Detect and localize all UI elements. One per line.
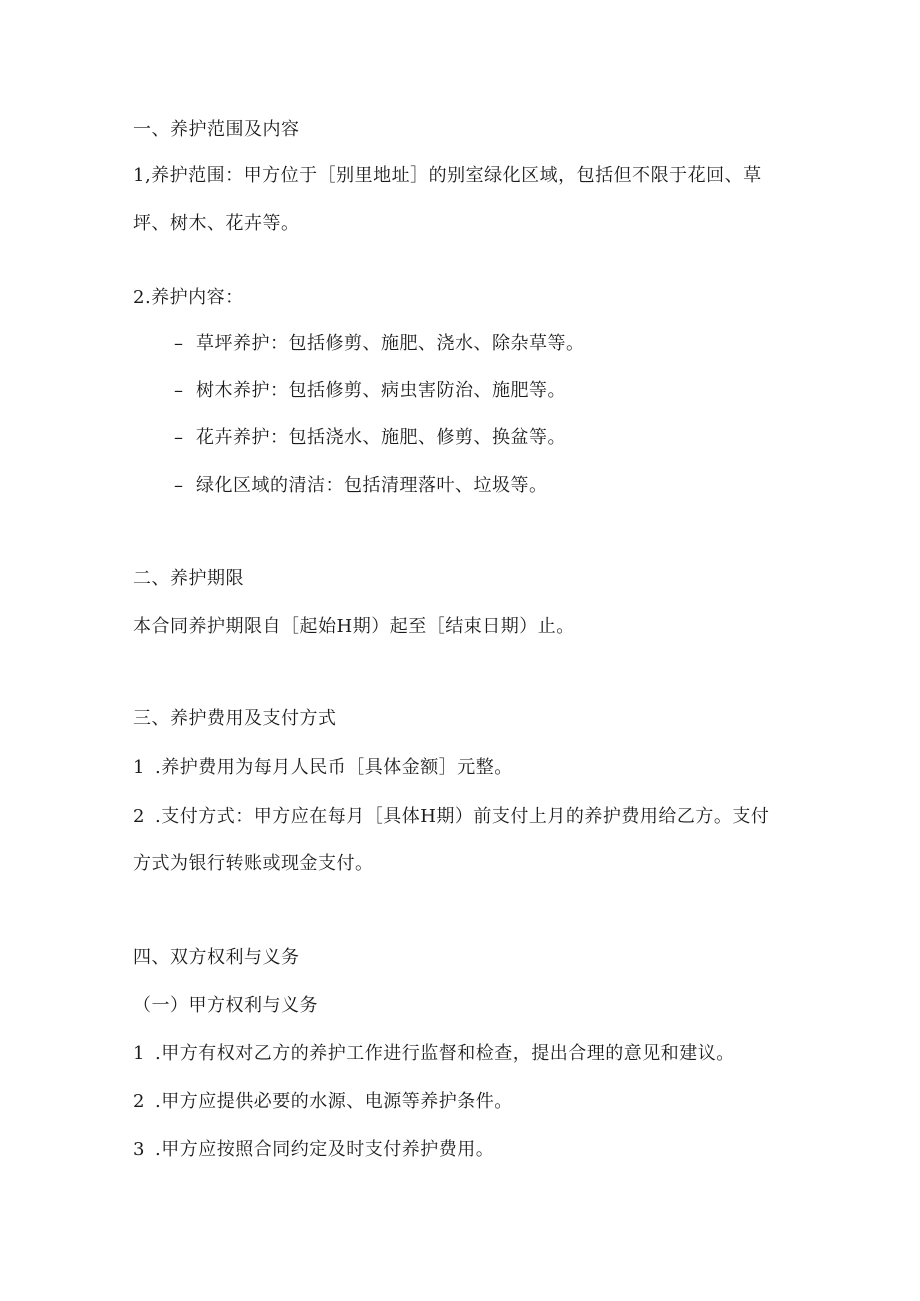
item-text: .支付方式：甲方应在每月［具体H期）前支付上月的养护费用给乙方。支付 bbox=[155, 806, 770, 827]
list-item bbox=[174, 379, 566, 403]
item-number: 3 bbox=[133, 1139, 145, 1160]
payment-item bbox=[133, 805, 769, 829]
dash-marker: – bbox=[174, 333, 184, 354]
item-number: 1 bbox=[133, 757, 145, 778]
item-number: 2 bbox=[133, 806, 145, 827]
list-item bbox=[174, 332, 585, 356]
dash-marker: – bbox=[174, 380, 184, 401]
list-item bbox=[174, 426, 566, 450]
item-text: .甲方有权对乙方的养护工作进行监督和检查，提出合理的意见和建议。 bbox=[155, 1043, 735, 1064]
section-4-heading: 四、双方权利与义务 bbox=[133, 947, 300, 968]
list-item bbox=[174, 474, 548, 498]
item-text: .养护费用为每月人民币［具体金额］元整。 bbox=[155, 757, 513, 778]
scope-line-1: 1,养护范围：甲方位于［别里地址］的别室绿化区域，包括但不限于花回、草 bbox=[133, 165, 762, 186]
rights-item bbox=[133, 1138, 494, 1162]
content-label: 2.养护内容： bbox=[133, 287, 244, 308]
payment-continuation: 方式为银行转账或现金支付。 bbox=[133, 853, 374, 874]
list-item-text: 草坪养护：包括修剪、施肥、浇水、除杂草等。 bbox=[196, 333, 585, 354]
section-1-heading: 一、养护范围及内容 bbox=[133, 119, 300, 140]
item-number: 1 bbox=[133, 1043, 145, 1064]
rights-item bbox=[133, 1042, 735, 1066]
scope-line-2: 坪、树木、花卉等。 bbox=[133, 213, 300, 234]
list-item-text: 树木养护：包括修剪、病虫害防治、施肥等。 bbox=[196, 380, 566, 401]
rights-item bbox=[133, 1090, 513, 1114]
list-item-text: 绿化区域的清洁：包括清理落叶、垃圾等。 bbox=[196, 475, 548, 496]
dash-marker: – bbox=[174, 427, 184, 448]
term-text: 本合同养护期限自［起始H期）起至［结束日期）止。 bbox=[133, 616, 575, 637]
section-3-heading: 三、养护费用及支付方式 bbox=[133, 708, 337, 729]
party-a-subheading: （一）甲方权利与义务 bbox=[133, 995, 318, 1016]
item-text: .甲方应提供必要的水源、电源等养护条件。 bbox=[155, 1091, 513, 1112]
section-2-heading: 二、养护期限 bbox=[133, 568, 244, 589]
fee-item bbox=[133, 756, 513, 780]
item-number: 2 bbox=[133, 1091, 145, 1112]
item-text: .甲方应按照合同约定及时支付养护费用。 bbox=[155, 1139, 495, 1160]
dash-marker: – bbox=[174, 475, 184, 496]
list-item-text: 花卉养护：包括浇水、施肥、修剪、换盆等。 bbox=[196, 427, 566, 448]
